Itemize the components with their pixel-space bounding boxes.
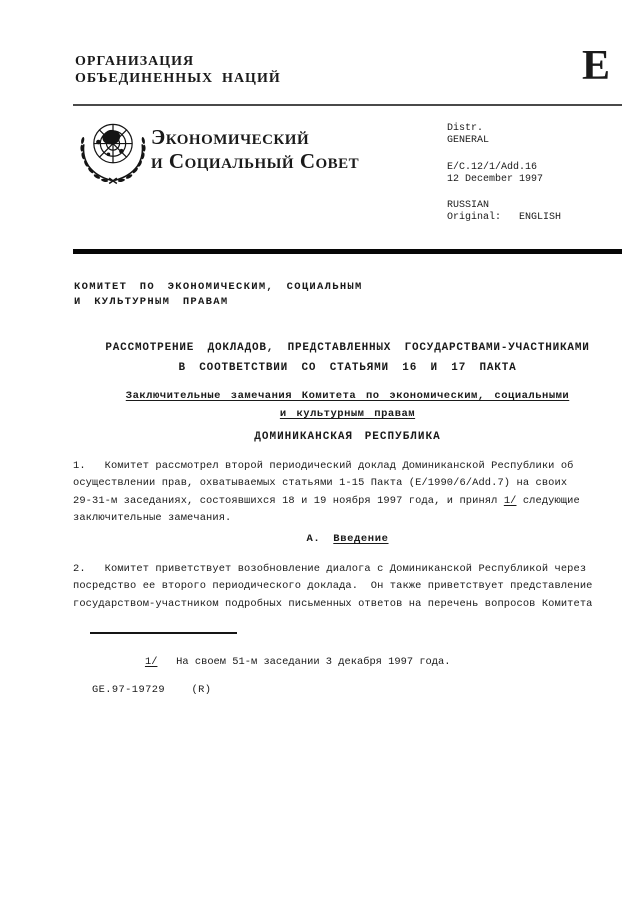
org-name-line1: ОРГАНИЗАЦИЯ [75,54,195,69]
subtitle-line2: и культурным правам [279,408,416,420]
un-emblem-icon [74,119,152,190]
header-bar [73,249,622,254]
country-heading: ДОМИНИКАНСКАЯ РЕСПУБЛИКА [254,431,441,443]
section-title: Введение [333,533,389,545]
paragraph-1 [73,458,580,528]
paragraph-2 [73,561,593,613]
footnote-divider [90,632,237,634]
distr-label: Distr. [447,123,484,134]
council-name [151,125,359,173]
ge-number: GE.97-19729 (R) [92,684,212,696]
paragraph-line: 1. Комитет рассмотрел второй периодический доклад Доминиканской Республики об [73,460,574,472]
concluding-observations-subtitle [73,387,622,423]
committee-name-line1: КОМИТЕТ ПО ЭКОНОМИЧЕСКИМ, СОЦИАЛЬНЫМ [74,281,363,293]
report-title-line1: РАССМОТРЕНИЕ ДОКЛАДОВ, ПРЕДСТАВЛЕННЫХ ГОСУДАРСТВАМИ-УЧАСТНИКАМИ [105,342,590,354]
council-name-line2: и Социальный Совет [151,149,360,173]
doc-original-language: Original: ENGLISH [447,211,562,223]
subtitle-line1: Заключительные замечания Комитета по экономическим, социальными [125,390,570,402]
paragraph-line: государством-участником подробных письменных ответов на перечень вопросов Комитета [73,597,593,610]
footnote-ref-inline: 1/ [503,494,517,507]
header-divider [73,104,622,106]
report-title-line2: В СООТВЕТСТВИИ СО СТАТЬЯМИ 16 И 17 ПАКТА [178,362,517,374]
doc-symbol: E/C.12/1/Add.16 [447,162,538,173]
section-label: A. [306,533,321,545]
committee-name-line2: И КУЛЬТУРНЫМ ПРАВАМ [74,295,229,308]
paragraph-line: 29-31-м заседаниях, состоявшихся 18 и 19 ноября 1997 года, и принял 1/ следующие [73,494,580,507]
paragraph-line: заключительные замечания. [73,512,232,525]
report-title [73,338,622,378]
doc-date: 12 December 1997 [447,173,544,185]
doc-language: RUSSIAN [447,200,490,211]
org-name-line2: ОБЪЕДИНЕННЫХ НАЦИЙ [75,71,281,86]
footnote-text: На своем 51-м заседании 3 декабря 1997 года. [157,656,451,668]
org-name [75,53,281,87]
distribution-block [447,123,561,223]
distr-value: GENERAL [447,134,490,146]
footnote-ref: 1/ [144,656,158,668]
council-name-line1: Экономический [151,125,310,149]
paragraph-line: посредство ее второго периодического доклада. Он также приветствует представление [73,580,593,593]
paragraph-line: 2. Комитет приветствует возобновление диалога с Доминиканской Республикой через [73,563,587,575]
footnote [73,644,451,680]
document-series-letter: E [582,43,611,89]
committee-name [74,280,363,309]
paragraph-line: осуществлении прав, охватываемых статьями 1-15 Пакта (E/1990/6/Add.7) на своих [73,477,568,490]
section-a-heading [73,533,622,545]
